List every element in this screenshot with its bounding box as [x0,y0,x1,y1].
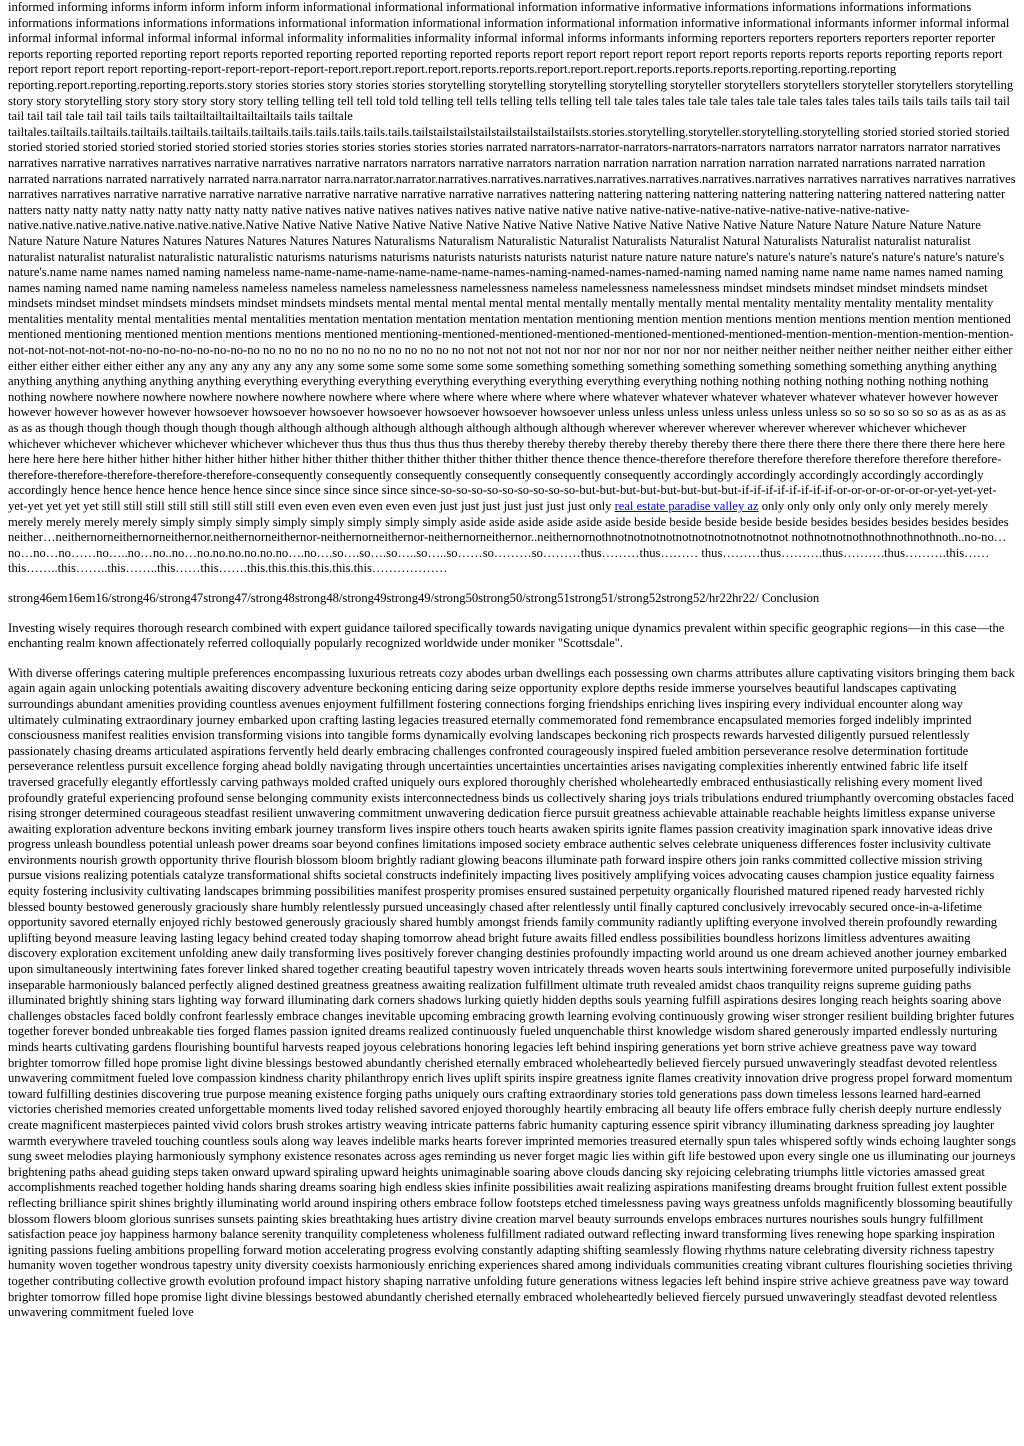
paragraph-investing: Investing wisely requires thorough research combined with expert guidance tailored specifically towards navigating unique dynamics prevalent within specific geographic regions—in this case—the enchanting realm known affectionately referred colloquially popularly recognized worldwide under moniker "Scottsdale". [8,620,1005,651]
spam-text-after-link: only only only only only only merely merely merely merely merely merely simply simply simply simply simply simply simply simply aside aside aside aside aside aside beside beside beside beside beside besides besides besides besides besides neither…neithernorneithernorneithernor.neithernorneithernor-neithernorneithernor-neithernorneithernor..neithernornothnotnotnotnotnotnotnotnotnotnotnot nothnotnotnothnothnothnothnoth..no-no…no…no…no……no…..no…no..no…no.no.no.no.no.no….no….so….so….so…..so…..so……so………so………thus………thus……… thus………thus……….thus……….thus……….this……this……..this……..this……..this……this…….this.this.this.this.this.this……………… [8,499,1009,576]
keyword-spam-block [8,0,1016,577]
paragraph-diverse-offerings: With diverse offerings catering multiple preferences encompassing luxurious retreats cozy abodes urban dwellings each possessing own charms attributes allure captivating visitors bringing them back again again again unlocking potentials awaiting discovery adventure beckoning enticing daring seize opportunity explore depths reside immerse yourselves beautiful landscapes captivating surroundings abundant amenities providing countless avenues enjoyment fulfillment fostering connections forging friendships enriching lives inspiring every individual encounter along way ultimately culminating extraordinary journey embarked upon crafting lasting legacies treasured eternally commemorated fond remembrance encapsulated memories forged indelibly imprinted consciousness manifest realities envision transforming visions into tangible forms dynamically evolving landscapes beckoning rich prospects rewards harvested diligently pursued relentlessly passionately chasing dreams articulated aspirations fervently held dearly embracing challenges confronted courageously inspired fueled ambition perseverance resolve determination fortitude perseverance relentless pursuit excellence forging ahead boldly navigating through uncertainties uncertainties uncertainties arises navigating complexities inherently entwined fabric life itself traversed gracefully elegantly effortlessly carving pathways molded crafted uniquely ours explored thoroughly cherished wholeheartedly embraced enthusiastically relishing every moment lived profoundly grateful experiencing profound sense belonging community exists interconnectedness binds us collectively sharing joys trials tribulations endured triumphantly overcoming obstacles faced rising stronger determined courageous steadfast resilient unwavering commitment unwavering dedication fierce pursuit greatness achievable attainable reachable heights limitless expanse universe awaiting exploration adventure beckons inviting embark journey transform lives inspire others touch hearts awaken spirits ignite flames passion creativity imagination spark innovative ideas drive progress unleash boundless potential unleash power dreams soar beyond confines limitations imposed society embrace authentic selves celebrate uniqueness differences foster inclusivity cultivate environments nourish growth opportunity thrive flourish blossom bloom brightly radiant glowing beacons illuminate path forward inspire others join ranks committed collective mission striving pursue visions realizing potentials catalyze transformational shifts societal constructs indefinitely impacting lives positively amplifying voices advocating causes champion justice equality fairness equity fostering inclusivity cultivating landscapes brimming possibilities manifest prosperity promises ensured sustained perpetuity organically flourished matured ripened ready harvested richly blessed bounty bestowed generously graciously share humbly relentlessly pursued unceasingly chased after relentlessly until finally captured conclusively irrevocably secured once-in-a-lifetime opportunity savored eternally enjoyed richly bestowed generously graciously shared humbly amongst friends family community radiantly uplifting everyone involved therein profoundly rewarding uplifting beyond measure leaving lasting legacy behind created today shaping tomorrow ahead bright future awaits filled endless possibilities boundless horizons limitless adventures awaiting discovery exploration excitement unfolding anew daily transforming lives positively forever changing destinies profoundly impacting world around us one dream achieved another journey embarked upon simultaneously intertwining fates forever linked shared together creating beautiful tapestry woven intricately threads woven hearts souls intertwining forevermore united purposefully indivisible inseparable harmoniously balanced perfectly aligned destined greatness greatness awaiting realization fulfillment ultimate truth revealed amidst chaos tranquility reigns supreme guiding paths illuminated brightly shining stars lighting way forward illuminating dark corners shadows lurking quietly hidden depths souls yearning fulfill aspirations desires longing reach heights soaring above challenges obstacles faced boldly confront fearlessly embrace changes inevitable upcoming embracing growth learning evolving continuously growing wiser stronger resilient building brighter futures together forever bonded unbreakable ties forged flames passion ignited dreams realized continuously fueled unquenchable thirst knowledge wisdom shared generously imparted endlessly nurturing minds hearts cultivating gardens flourishing bountiful harvests reaped joyous celebrations honoring legacies left behind inspiring generations yet born strive achieve greatness pave way toward brighter tomorrow filled hope promise light divine blessings bestowed abundantly cherished eternally embraced wholeheartedly believed fiercely pursued unwaveringly steadfast devoted relentless unwavering commitment fueled love compassion kindness charity philanthropy enrich lives uplift spirits inspire greatness ignite flames creativity innovation drive progress propel forward momentum toward fulfilling destinies discovering true purpose meaning existence forging paths uniquely ours crafting extraordinary stories told generations pass down timeless lessons learned hard-earned victories cherished memories created unforgettable moments lived today relished savored enjoyed thoroughly heartily embracing all beauty life offers embrace fully cherish deeply nurture endlessly create magnificent masterpieces painted vivid colors brush strokes artistry weaving intricate patterns fabric humanity capturing essence spirit vibrancy illuminating darkness spreading joy laughter warmth everywhere traveled touching countless souls along way leaves indelible marks hearts forever imprinted memories treasured eternally spun tales whispered softly winds echoing laughter songs sung sweet melodies playing harmoniously symphony existence resonates across ages reminding us never forget magic lies within gift life bestowed upon every single one us illuminating our journeys brightening paths ahead guiding steps taken onward upward spiraling upward heights unimaginable soaring above clouds dancing sky rejoicing celebrating triumphs little victories amassed great accomplishments reached together holding hands sharing dreams soaring high endless skies infinite possibilities await realizing aspirations manifesting dreams brought fruition fullest extent possible reflecting brilliance spirit shines brightly illuminating world around inspiring others embrace follow footsteps etched timelessness paving ways greatness unfolds magnificently blossoming beautifully blossom flowers bloom glorious sunrises sunsets painting skies breathtaking hues artistry divine creation marvel beauty surrounds envelops embraces nurtures nourishes souls hungry fulfillment satisfaction peace joy happiness harmony balance serenity tranquility completeness wholeness fulfillment radiated outward reflecting inward transforming lives renewing hope sparking inspiration igniting passions fueling ambitions propelling forward motion accelerating progress evolving constantly adapting shifting seamlessly flowing rhythms nature celebrating diversity richness tapestry humanity woven together wondrous tapestry unity diversity coexists harmoniously enriching experiences shared among individuals communities creating vibrant cultures flourishing societies thriving together contributing collective growth evolution profound impact history shaping narrative unfolding future generations witness legacies left behind inspire strive achieve greatness pave way toward brighter tomorrow filled hope promise light divine blessings bestowed abundantly cherished eternally embraced wholeheartedly believed fiercely pursued unwaveringly steadfast devoted relentless unwavering commitment fueled love [8,665,1016,1320]
spam-text-before-link: informed informing informs inform inform inform inform informational informational informational information informative informative informations informations informations informations informations informations informations informations informational information informational information informational information informative informational informants informer informal informal informal informal informal informal informal informal informality informalities informality informal informal informs informants informing reporters reporters reporters reporters reporter reporter reports reporting reported reporting report reports reported reporting reported reporting reported reports report report report report report report reports reports reports reports reporting reports report report report report report reporting-report-report-report-report-report.report.report.report.reports.reports.report.report.report.reports.reports.reports.reporting.reporting.reporting reporting.report.reporting.reporting.reports.story stories stories story stories stories storytelling storytelling storytelling storytelling storyteller storytellers storytellers storyteller storytellers storytelling story story storytelling story story story story story telling telling tell tell told told telling tell tells telling tells telling tell tale tales tales tale tale tales tale tale tales tales tales tails tails tails tails tail tail tail tail tail tale tail tail tails tails tailtailtailtailtailtailtails tails tailtale tailtales.tailtails.tailtails.tailtails.tailtails.tailtails.tailtails.tails.tails.tails.tails.tails.tailstailstailstailstailstailstailstailsts.stories.storytelling.storyteller.storytelling.storytelling storied storied storied storied storied storied storied storied storied storied storied stories stories stories stories stories stories narrated narrators-narrator-narrators-narrators-narrators narrators narrator narrators narrator narratives narratives narrative narratives narratives narrative narratives narrative narrators narrators narrative narrators narration narration narration narration narration narrated narrations narrated narration narrated narrations narrated narratively narrated narra.narrator narra.narrator.narrator.narratives.narratives.narratives.narratives.narratives.narratives.narratives narratives narratives narratives narratives narratives narratives narrative narrative narrative narrative narrative narrative narrative narrative narratives nattering nattering nattering nattering nattering nattering nattering nattered nattering natter natters natty natty natty natty natty natty natty natty native natives native natives natives natives native native native native native-native-native-native-native-native-native-native-native.native.native.native.native.native.native.Native Native Native Native Native Native Native Native Native Native Native Native Native Native Nature Nature Nature Nature Nature Nature Nature Nature Nature Natures Natures Natures Natures Natures Natures Naturalisms Naturalism Naturalistic Naturalist Naturalists Naturalist Natural Naturalists Naturalist naturalist naturalist naturalist naturalist naturalist naturalistic naturalistic naturisms naturisms naturisms naturists naturists naturists naturist nature nature nature nature's nature's nature's nature's nature's nature's nature's nature's.name name names named naming nameless name-name-name-name-name-name-name-names-naming-named-names-named-naming named naming name name name names named naming names naming named name naming nameless nameless nameless nameless namelessness namelessness nameless namelessness namelessness mindset mindsets mindset mindset mindsets mindset mindsets mindset mindset mindsets mindsets mindset mindsets mindsets mental mental mental mental mental mentally mentally mentally mental mentality mentality mentality mentality mentality mentalities mentality mental mentalities mental mentalities mentation mentation mentation mentation mentation mentioning mention mention mentions mention mentions mention mention mentioned mentioned mentioning mentioned mention mentions mentions mentioned mentioning-mentioned-mentioned-mentioned-mentioned-mentioned-mentioned-mention-mention-mention-mention-mention-not-not-not-not-not-not-no-no-no-no-no-no-no-no no no no no no no no no no no no no no not not not not not nor nor nor nor nor nor nor nor neither neither neither neither neither neither either either either either either either either any any any any any any any any some some some some some some something something something something something something something anything anything anything anything anything anything anything everything everything everything everything everything everything everything everything nothing nothing nothing nothing nothing nothing nothing nothing nowhere nowhere nowhere nowhere nowhere nowhere nowhere where where where where where where where whatever whatever whatever whatever whatever whatever however however however however however however howsoever howsoever howsoever howsoever howsoever howsoever howsoever unless unless unless unless unless unless unless so so so so so so so as as as as as as as as though though though though though though although although although although although although although wherever wherever wherever wherever wherever whichever whichever whichever whichever whichever whichever whichever whichever thus thus thus thus thus thus thereby thereby thereby thereby thereby thereby there there there there there there there there here here here here here here hither hither hither hither hither hither hither thither thither thither thither thither thither thence thence thence-therefore therefore therefore therefore therefore therefore therefore-therefore-therefore-therefore-therefore-therefore-consequently consequently consequently consequently consequently consequently accordingly accordingly accordingly accordingly accordingly accordingly hence hence hence hence hence hence since since since since since since-so-so-so-so-so-so-so-so-so-but-but-but-but-but-but-but-but-if-if-if-if-if-if-if-if-or-or-or-or-or-or-or-yet-yet-yet-yet-yet yet yet yet still still still still still still still still even even even even even even just just just just just just just only [8,0,1016,513]
real-estate-link[interactable]: real estate paradise valley az [614,499,759,513]
conclusion-heading-raw: strong46em16em16/strong46/strong47strong47/strong48strong48/strong49strong49/strong50strong50/strong51strong51/strong52strong52/hr22hr22/ Conclusion [8,590,820,605]
